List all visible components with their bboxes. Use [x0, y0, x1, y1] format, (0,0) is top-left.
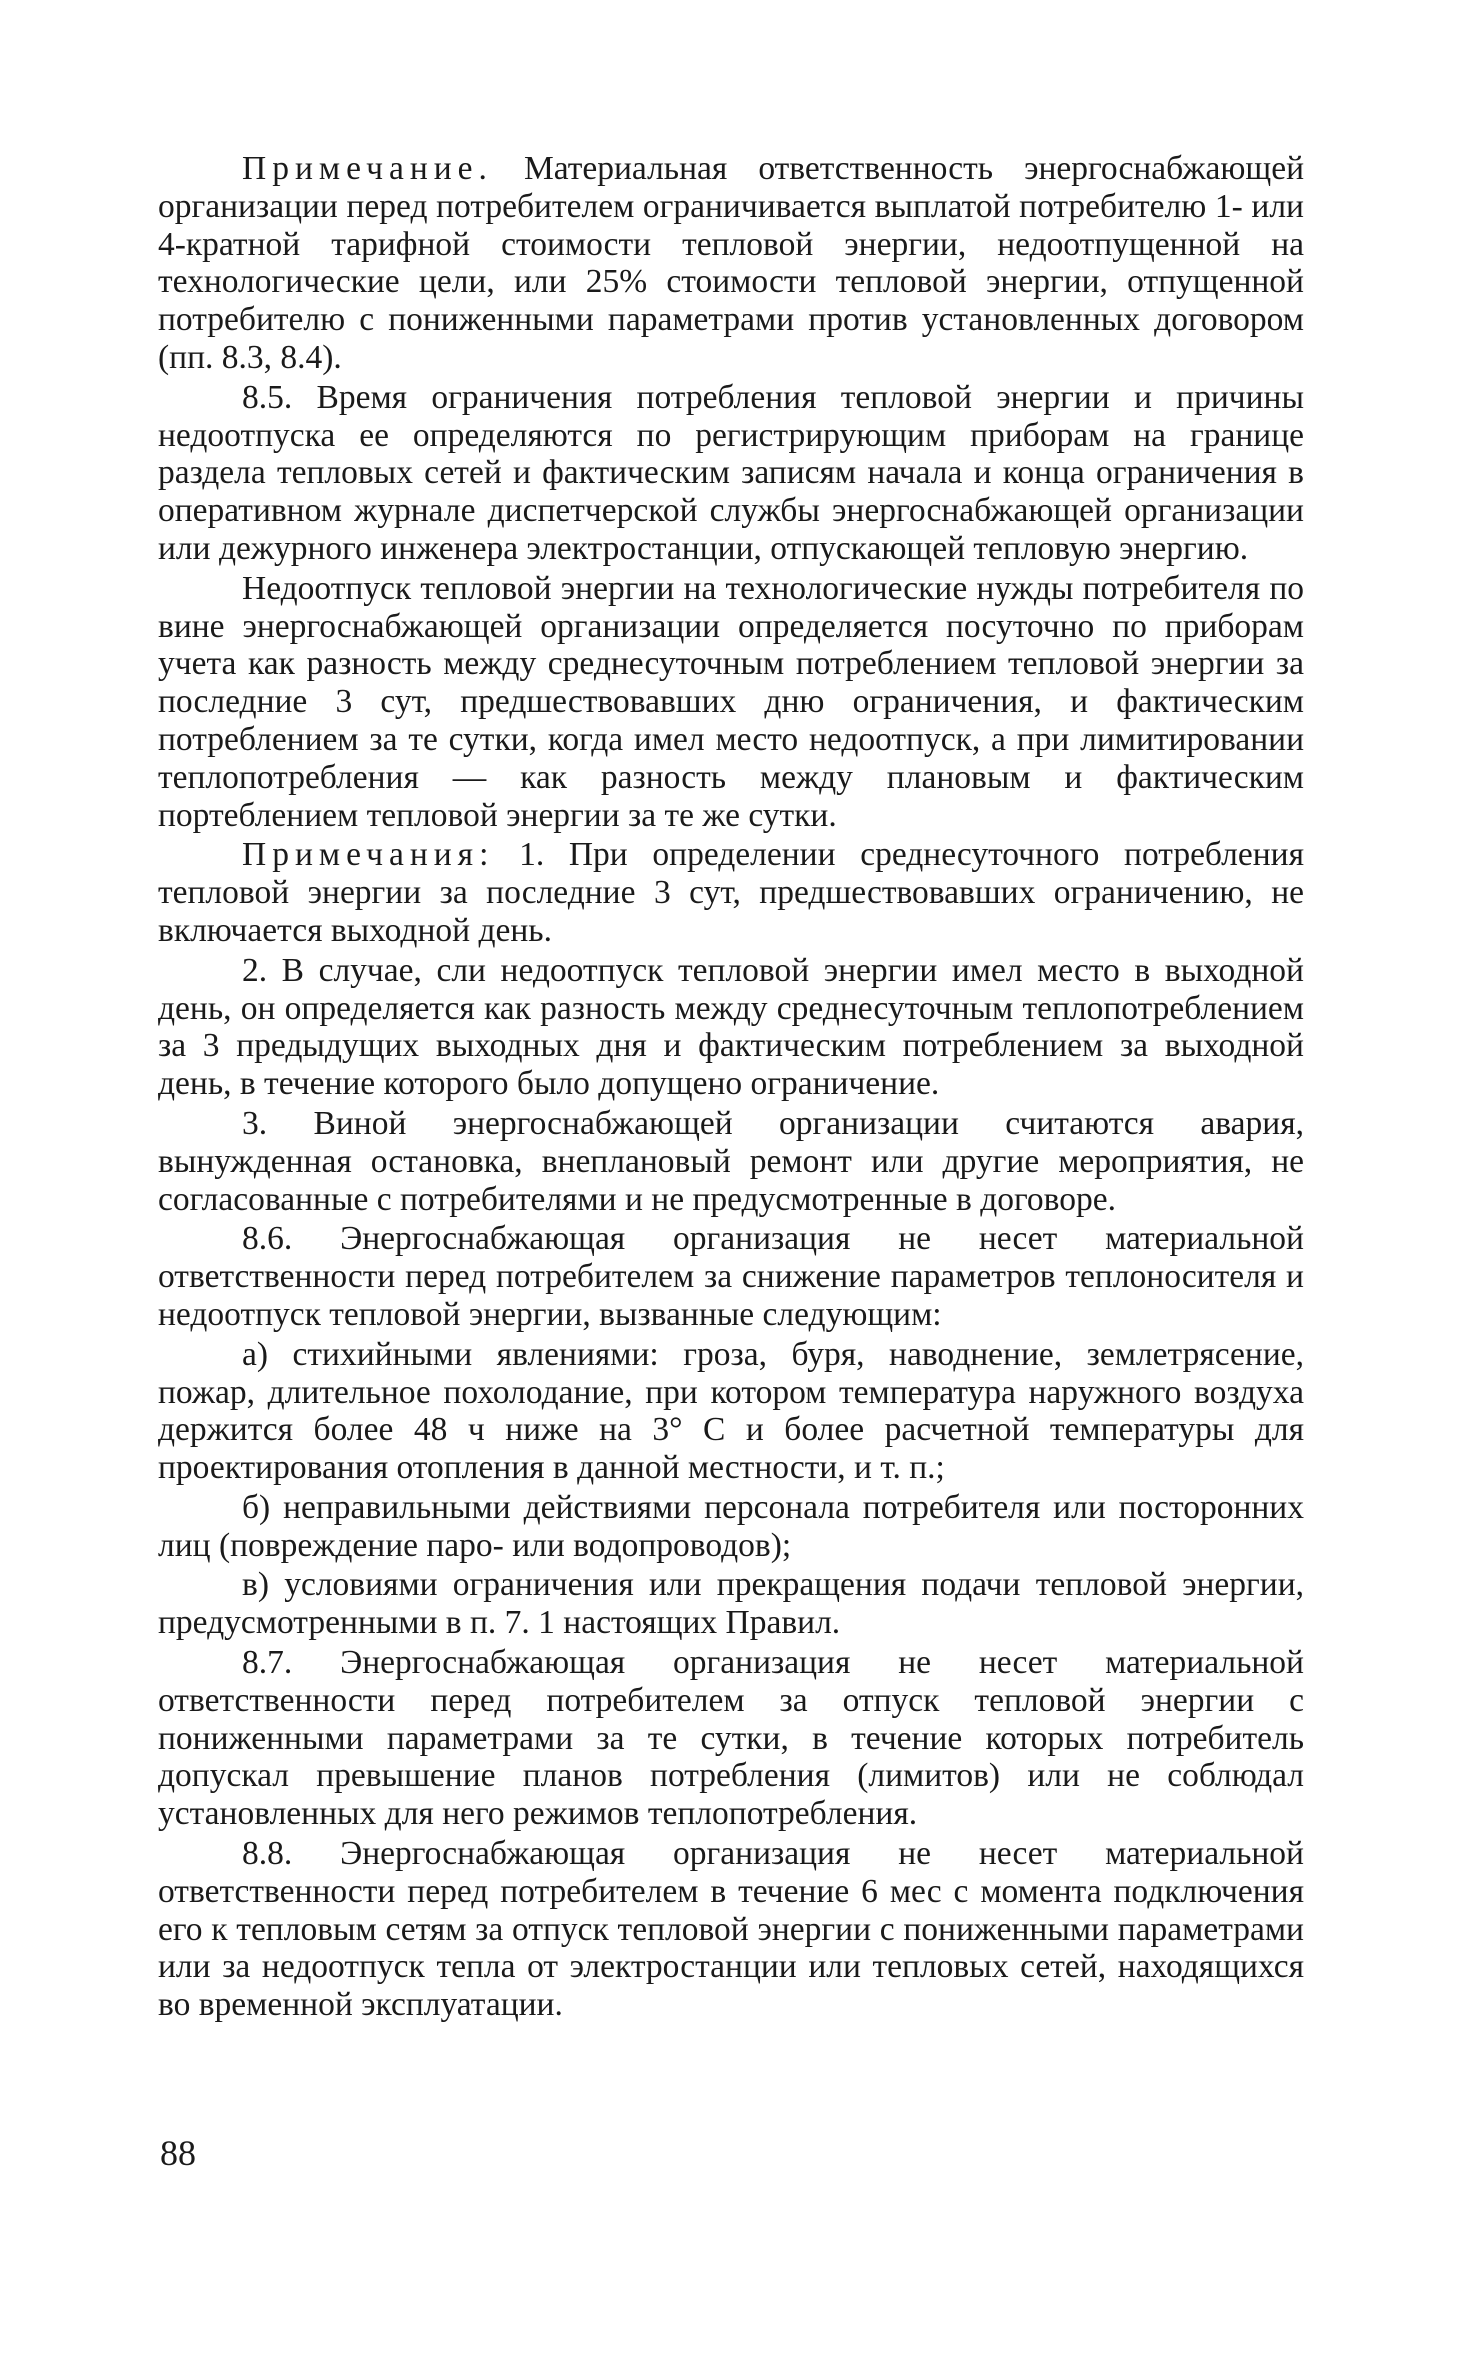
note-3: 3. Виной энергоснабжающей организации считаются авария, вынужденная остановка, внеплановый ремонт или другие мероприятия, не согласованные с потребителями и не предусмотренные в договоре. [158, 1104, 1304, 1218]
note-1-text: 1. При определении среднесуточного потребления тепловой энергии за последние 3 сут, предшествовавших ограничению, не включается выходной день. [158, 836, 1304, 949]
item-b: б) неправильными действиями персонала потребителя или посторонних лиц (повреждение паро- или водопроводов); [158, 1488, 1304, 1564]
page-number: 88 [160, 2133, 196, 2173]
clause-8-6: 8.6. Энергоснабжающая организация не несет материальной ответственности перед потребителем за снижение параметров теплоносителя и недоотпуск тепловой энергии, вызванные следующим: [158, 1220, 1304, 1333]
clause-8-5: 8.5. Время ограничения потребления тепловой энергии и причины недоотпуска ее определяются по регистрирующим приборам на границе раздела тепловых сетей и фактическим записям начала и конца ограничения в оперативном журнале диспетчерской службы энергоснабжающей организации или дежурного инженера электростанции, отпускающей тепловую энергию. [158, 378, 1304, 567]
notes-lead: Примечания: [242, 836, 495, 874]
note-lead: Примечание. [242, 150, 493, 187]
notes-paragraph [158, 836, 1304, 949]
item-a: а) стихийными явлениями: гроза, буря, наводнение, землетрясение, пожар, длительное похолодание, при котором температура наружного воздуха держится более 48 ч ниже на 3° С и более расчетной температуры для проектирования отопления в данной местности, и т. п.; [158, 1335, 1304, 1487]
paragraph-undersupply: Недоотпуск тепловой энергии на технологические нужды потребителя по вине энергоснабжающей организации определяется посуточно по приборам учета как разность между среднесуточным потреблением тепловой энергии за последние 3 сут, предшествовавших дню ограничения, и фактическим потреблением за те сутки, когда имел место недоотпуск, а при лимитировании теплопотребления — как разность между плановым и фактическим портеблением тепловой энергии за те же сутки. [158, 569, 1304, 834]
note-text: Материальная ответственность энергоснабжающей организации перед потребителем ограничивается выплатой потребителю 1- или 4-кратной тарифной стоимости тепловой энергии, недоотпущенной на технологические цели, или 25% стоимости тепловой энергии, отпущенной потребителю с пониженными параметрами против установленных договором (пп. 8.3, 8.4). [158, 150, 1304, 376]
clause-8-8: 8.8. Энергоснабжающая организация не несет материальной ответственности перед потребителем в течение 6 мес с момента подключения его к тепловым сетям за отпуск тепловой энергии с пониженными параметрами или за недоотпуск тепла от электростанции или тепловых сетей, находящихся во временной эксплуатации. [158, 1835, 1304, 2024]
note-2: 2. В случае, сли недоотпуск тепловой энергии имел место в выходной день, он определяется как разность между среднесуточным теплопотреблением за 3 предыдущих выходных дня и фактическим потреблением за выходной день, в течение которого было допущено ограничение. [158, 951, 1304, 1103]
page-text [158, 150, 1304, 2026]
item-v: в) условиями ограничения или прекращения подачи тепловой энергии, предусмотренными в п. 7. 1 настоящих Правил. [158, 1566, 1304, 1642]
clause-8-7: 8.7. Энергоснабжающая организация не несет материальной ответственности перед потребителем за отпуск тепловой энергии с пониженными параметрами за те сутки, в течение которых потребитель допускал превышение планов потребления (лимитов) или не соблюдал установленных для него режимов теплопотребления. [158, 1644, 1304, 1833]
note-paragraph [158, 150, 1304, 377]
